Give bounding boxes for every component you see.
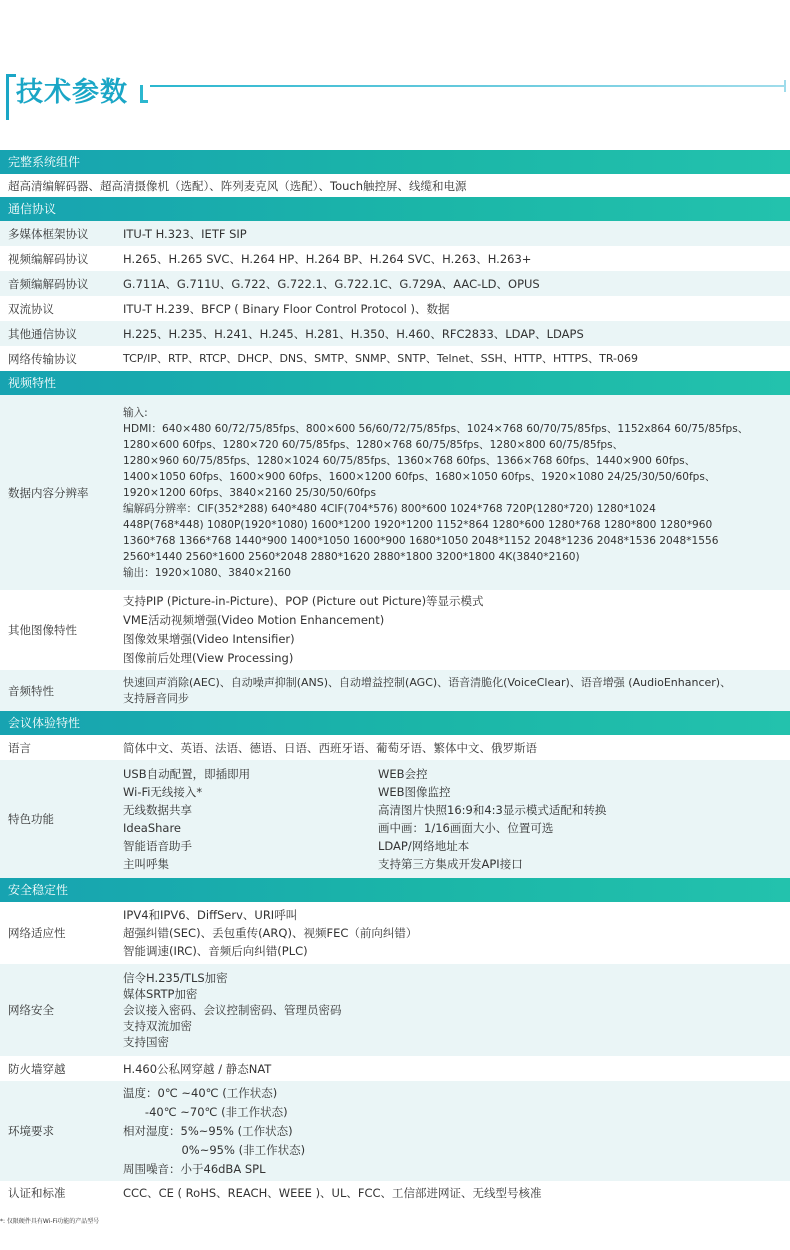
row-label: 双流协议 [8,301,54,316]
feature-line: 信令H.235/TLS加密 [123,971,228,985]
resolution-line: 1280×600 60fps、1280×720 60/75/85fps、1280×768 60/75/85fps、1280×800 60/75/85fps、 [123,438,624,451]
row-label: 环境要求 [8,1124,54,1138]
row-label: 音频编解码协议 [8,276,89,291]
table-row [0,221,790,246]
row-label: 视频编解码协议 [8,251,89,266]
resolution-line: 1920×1200 60fps、3840×2160 25/30/50/60fps [123,486,376,499]
row-value: H.225、H.235、H.241、H.245、H.281、H.350、H.460、RFC2833、LDAP、LDAPS [123,326,584,341]
components-value: 超高清编解码器、超高清摄像机（选配）、阵列麦克风（选配）、Touch触控屏、线缆和电源 [8,178,467,193]
feature-line: 图像前后处理(View Processing) [123,651,294,665]
feature-line: 会议接入密码、会议控制密码、管理员密码 [123,1003,342,1017]
section-header-video: 视频特性 [0,371,790,395]
right-bracket-decoration [140,85,153,103]
feature-line: 0%~95% (非工作状态) [123,1142,306,1157]
row-label: 网络适应性 [8,926,66,940]
feature-item: Wi-Fi无线接入* [123,785,203,799]
table-row [0,964,790,1056]
footnote: *: 仅限硬件具有Wi-Fi功能的产品型号 [0,1218,100,1225]
table-row [0,902,790,964]
page-title: 技术参数 [16,77,128,108]
feature-item: 画中画：1/16画面大小、位置可选 [378,821,554,835]
section-header-security: 安全稳定性 [0,878,790,902]
resolution-line: 输入: [123,406,148,419]
feature-line: 支持双流加密 [123,1019,192,1033]
row-label: 多媒体框架协议 [8,226,89,241]
feature-item: 无线数据共享 [123,803,192,817]
resolution-line: 1280×960 60/75/85fps、1280×1024 60/75/85fps、1360×768 60fps、1366×768 60fps、1440×900 60fps、 [123,454,696,467]
table-row [0,296,790,321]
table-row [0,1081,790,1181]
resolution-line: 输出：1920×1080、3840×2160 [123,566,291,579]
feature-item: 主叫呼集 [123,857,169,871]
feature-line: 支持PIP (Picture-in-Picture)、POP (Picture out Picture)等显示模式 [123,594,484,608]
row-label: 网络传输协议 [8,351,77,366]
table-row [0,670,790,711]
row-label: 其他通信协议 [8,326,77,341]
feature-item: 高清图片快照16:9和4:3显示模式适配和转换 [378,803,607,817]
table-row [0,1181,790,1205]
spec-table [0,150,790,1205]
header-rule-end [784,80,786,92]
section-header-components: 完整系统组件 [0,150,790,174]
feature-line: IPV4和IPV6、DiffServ、URI呼叫 [123,908,298,922]
row-label: 网络安全 [8,1003,54,1017]
resolution-line: 448P(768*448) 1080P(1920*1080) 1600*1200 1920*1200 1152*864 1280*600 1280*768 1280*800 1280*960 [123,518,713,531]
row-label: 数据内容分辨率 [8,485,89,500]
row-label: 防火墙穿越 [8,1061,66,1076]
table-row [0,760,790,878]
row-value: TCP/IP、RTP、RTCP、DHCP、DNS、SMTP、SNMP、SNTP、Telnet、SSH、HTTP、HTTPS、TR-069 [123,351,638,365]
row-label: 特色功能 [8,812,54,826]
table-row [0,1056,790,1081]
feature-line: 周围噪音：小于46dBA SPL [123,1161,266,1176]
feature-line: 支持唇音同步 [123,691,189,705]
resolution-line: 编解码分辨率：CIF(352*288) 640*480 4CIF(704*576) 800*600 1024*768 720P(1280*720) 1280*1024 [123,502,656,515]
row-value: ITU-T H.323、IETF SIP [123,226,247,241]
table-row [0,395,790,590]
row-label: 认证和标准 [8,1186,66,1200]
feature-line: 支持国密 [123,1035,169,1049]
table-row [0,590,790,670]
section-header-communication: 通信协议 [0,197,790,221]
feature-line: 相对湿度：5%~95% (工作状态) [123,1123,293,1138]
feature-line: VME活动视频增强(Video Motion Enhancement) [123,613,385,627]
row-value: CCC、CE ( RoHS、REACH、WEEE )、UL、FCC、工信部进网证、无线型号核准 [123,1186,542,1200]
feature-item: LDAP/网络地址本 [378,839,470,853]
resolution-line: 2560*1440 2560*1600 2560*2048 2880*1620 2880*1800 3200*1800 4K(3840*2160) [123,550,580,563]
row-value: H.460公私网穿越 / 静态NAT [123,1061,272,1076]
row-value: H.265、H.265 SVC、H.264 HP、H.264 BP、H.264 SVC、H.263、H.263+ [123,251,532,266]
feature-line: 温度：0℃ ~40℃ (工作状态) [123,1085,278,1100]
feature-line: -40℃ ~70℃ (非工作状态) [123,1104,288,1119]
feature-line: 智能调速(IRC)、音频后向纠错(PLC) [123,944,308,958]
row-label: 语言 [8,740,31,755]
header-rule [150,85,784,87]
table-row [0,246,790,271]
row-value: 简体中文、英语、法语、德语、日语、西班牙语、葡萄牙语、繁体中文、俄罗斯语 [123,740,537,755]
feature-item: WEB会控 [378,767,428,781]
row-value: ITU-T H.239、BFCP ( Binary Floor Control Protocol )、数据 [123,301,450,316]
table-row [0,271,790,296]
feature-item: IdeaShare [123,821,181,835]
section-header-conference: 会议体验特性 [0,711,790,735]
feature-line: 超强纠错(SEC)、丢包重传(ARQ)、视频FEC（前向纠错） [123,926,418,940]
feature-line: 媒体SRTP加密 [123,987,198,1001]
feature-item: 智能语音助手 [123,839,192,853]
feature-line: 图像效果增强(Video Intensifier) [123,632,295,646]
table-row [0,346,790,371]
row-label: 其他图像特性 [8,623,77,637]
feature-item: 支持第三方集成开发API接口 [378,857,523,871]
row-value: G.711A、G.711U、G.722、G.722.1、G.722.1C、G.729A、AAC-LD、OPUS [123,276,540,291]
resolution-line: 1400×1050 60fps、1600×900 60fps、1600×1200 60fps、1680×1050 60fps、1920×1080 24/25/30/50/60fps、 [123,470,716,483]
feature-item: WEB图像监控 [378,785,451,799]
feature-item: USB自动配置，即插即用 [123,767,251,781]
row-label: 音频特性 [8,683,54,698]
resolution-line: 1360*768 1366*768 1440*900 1400*1050 1600*900 1680*1050 2048*1152 2048*1236 2048*1536 2048*1556 [123,534,719,547]
table-row [0,735,790,760]
resolution-line: HDMI：640×480 60/72/75/85fps、800×600 56/60/72/75/85fps、1024×768 60/70/75/85fps、1152x864 60/75/85fps、 [123,422,749,435]
feature-line: 快速回声消除(AEC)、自动噪声抑制(ANS)、自动增益控制(AGC)、语音清脆化(VoiceClear)、语音增强 (AudioEnhancer)、 [123,675,732,689]
table-row [0,321,790,346]
table-row [0,174,790,197]
page-header [0,0,790,140]
